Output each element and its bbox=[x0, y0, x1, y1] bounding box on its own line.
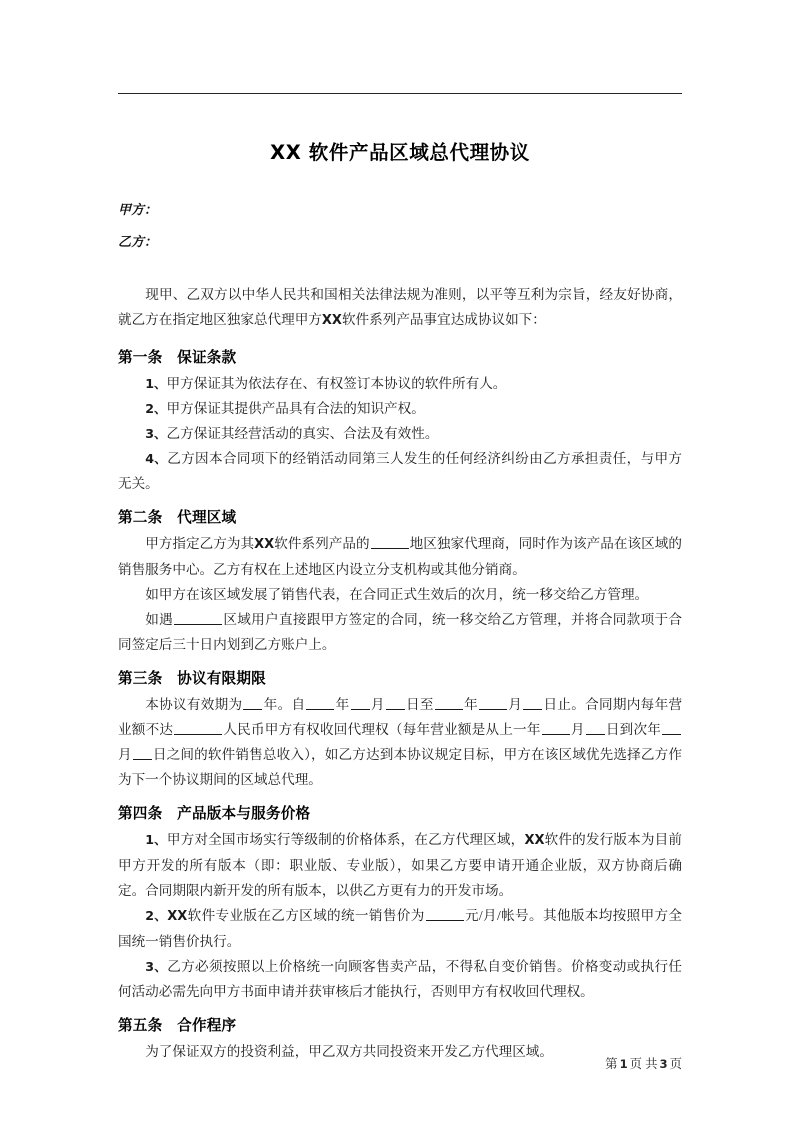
text-run: 软件专业版在乙方区域的统一销售价为 bbox=[187, 908, 425, 923]
page-header bbox=[118, 78, 682, 94]
text-run: 区域用户直接跟甲方签定的合同，统一移交给乙方管理，并将合同款项于合同签定后三十日内划到乙方账户上。 bbox=[118, 612, 683, 652]
item-text: 甲方保证其为依法存在、有权签订本协议的软件所有人。 bbox=[166, 376, 507, 391]
text-run: 甲方对全国市场实行等级制的价格体系，在乙方代理区域， bbox=[166, 832, 525, 847]
text-run: 日至 bbox=[405, 697, 434, 712]
item-number: 1、 bbox=[145, 376, 167, 391]
item-number: 3、 bbox=[145, 959, 168, 974]
section-heading-5: 第五条 合作程序 bbox=[118, 1017, 237, 1034]
section-4-item-1 bbox=[118, 827, 682, 903]
fill-in-blank-end-day[interactable] bbox=[523, 696, 542, 710]
spacer bbox=[118, 255, 682, 282]
section-1-item-4 bbox=[118, 446, 682, 496]
item-number: 2、 bbox=[145, 908, 168, 923]
fill-in-blank-region[interactable] bbox=[371, 535, 409, 549]
preamble-text-part1: 现甲、乙双方以中华人民共和国相关法律法规为准则，以平等互利为宗旨，经友好协商，就乙方在指定地区独家总代理甲方 bbox=[118, 287, 682, 327]
text-run: 日之间的软件销售总收入），如乙方达到本协议规定目标，甲方在该区域优先选择乙方作为下一个协议期间的区域总代理。 bbox=[118, 747, 682, 787]
text-run: 月 bbox=[118, 747, 132, 762]
section-2-paragraph-2: 如甲方在该区域发展了销售代表，在合同正式生效后的次月，统一移交给乙方管理。 bbox=[145, 587, 649, 602]
section-4-item-3 bbox=[118, 954, 682, 1004]
fill-in-blank-next-day[interactable] bbox=[133, 746, 152, 760]
section-heading-1: 第一条 保证条款 bbox=[118, 349, 237, 366]
text-run: 年 bbox=[463, 697, 478, 712]
section-heading-4: 第四条 产品版本与服务价格 bbox=[118, 805, 311, 822]
item-number: 1、 bbox=[145, 832, 167, 847]
brand-label: XX bbox=[167, 909, 188, 924]
item-number: 3、 bbox=[145, 426, 167, 441]
item-number: 4、 bbox=[145, 451, 168, 466]
text-run: 乙方必须按照以上价格统一向顾客售卖产品，不得私自变价销售。价格变动或执行任何活动必需先向甲方书面申请并获审核后才能执行，否则甲方有权收回代理权。 bbox=[118, 959, 682, 999]
fill-in-blank-start-day[interactable] bbox=[386, 696, 405, 710]
text-run: 地区独家代理商，同时作为该产品在该区域的销售服务中心。乙方有权在上述地区内设立分支机构或其他分销商。 bbox=[118, 536, 682, 577]
item-text: 乙方保证其经营活动的真实、合法及有效性。 bbox=[166, 426, 439, 441]
text-run: 月 bbox=[370, 697, 385, 712]
fill-in-blank-end-year[interactable] bbox=[435, 696, 463, 710]
footer-current-page: 1 bbox=[619, 1057, 628, 1071]
brand-label: XX bbox=[254, 537, 275, 552]
header-rule bbox=[118, 93, 682, 94]
text-run: 日止。合同期内每年营业额不达 bbox=[118, 697, 683, 737]
footer-total-pages: 3 bbox=[659, 1057, 668, 1071]
section-1-item-1 bbox=[118, 371, 682, 396]
brand-label: XX bbox=[524, 833, 545, 848]
section-3-paragraph bbox=[118, 692, 682, 792]
fill-in-blank-prev-day[interactable] bbox=[586, 721, 605, 735]
text-run: 元/月/帐号。其他版本均按照甲方全国统一销售价执行。 bbox=[118, 908, 683, 949]
text-run: 月 bbox=[508, 697, 523, 712]
text-run: 月 bbox=[570, 722, 585, 737]
party-b-label: 乙方： bbox=[118, 235, 158, 250]
party-a-label: 甲方： bbox=[118, 203, 158, 218]
section-1-item-3 bbox=[118, 421, 682, 446]
spacer bbox=[118, 333, 682, 339]
fill-in-blank-revenue[interactable] bbox=[174, 721, 222, 735]
fill-in-blank-start-year[interactable] bbox=[306, 696, 334, 710]
item-number: 2、 bbox=[145, 401, 167, 416]
fill-in-blank-price[interactable] bbox=[426, 907, 464, 921]
text-run: 如遇 bbox=[145, 612, 174, 627]
text-run: 年。自 bbox=[263, 697, 306, 712]
fill-in-blank-years[interactable] bbox=[243, 696, 262, 710]
section-heading-2: 第二条 代理区域 bbox=[118, 509, 237, 526]
page-title: XX 软件产品区域总代理协议 bbox=[270, 141, 530, 164]
text-run: 年 bbox=[335, 697, 350, 712]
text-run: 本协议有效期为 bbox=[145, 697, 243, 712]
section-heading-3: 第三条 协议有限期限 bbox=[118, 670, 266, 687]
section-5-paragraph-1: 为了保证双方的投资利益，甲乙双方共同投资来开发乙方代理区域。 bbox=[145, 1044, 553, 1059]
fill-in-blank-region-2[interactable] bbox=[174, 611, 222, 625]
section-2-paragraph-1 bbox=[118, 531, 682, 582]
footer-suffix: 页 bbox=[669, 1057, 682, 1071]
text-run: 软件的发行版本为目前甲方开发的所有版本（即：职业版、专业版），如果乙方要申请开通企业版，双方协商后确定。合同期限内新开发的所有版本，以供乙方更有力的开发市场。 bbox=[118, 832, 683, 898]
section-1-item-2 bbox=[118, 396, 682, 421]
preamble-text-part2: 软件系列产品事宜达成协议如下： bbox=[341, 312, 546, 327]
section-4-item-2 bbox=[118, 903, 682, 954]
fill-in-blank-start-month[interactable] bbox=[351, 696, 370, 710]
document-content bbox=[118, 138, 682, 1064]
item-text: 甲方保证其提供产品具有合法的知识产权。 bbox=[166, 401, 425, 416]
item-text: 乙方因本合同项下的经销活动同第三人发生的任何经济纠纷由乙方承担责任，与甲方无关。 bbox=[118, 451, 682, 491]
fill-in-blank-prev-month[interactable] bbox=[542, 721, 570, 735]
footer-prefix: 第 bbox=[605, 1057, 618, 1071]
text-run: 软件系列产品的 bbox=[274, 536, 370, 551]
fill-in-blank-next-month[interactable] bbox=[662, 721, 681, 735]
fill-in-blank-end-month[interactable] bbox=[479, 696, 507, 710]
preamble-paragraph bbox=[118, 282, 682, 333]
page-footer bbox=[118, 1055, 682, 1073]
text-run: 甲方指定乙方为其 bbox=[145, 536, 255, 551]
text-run: 日到次年 bbox=[605, 722, 662, 737]
footer-middle: 页 共 bbox=[629, 1057, 658, 1071]
section-2-paragraph-3 bbox=[118, 607, 682, 657]
preamble-brand: XX bbox=[321, 313, 342, 328]
text-run: 人民币甲方有权收回代理权（每年营业额是从上一年 bbox=[223, 722, 541, 737]
